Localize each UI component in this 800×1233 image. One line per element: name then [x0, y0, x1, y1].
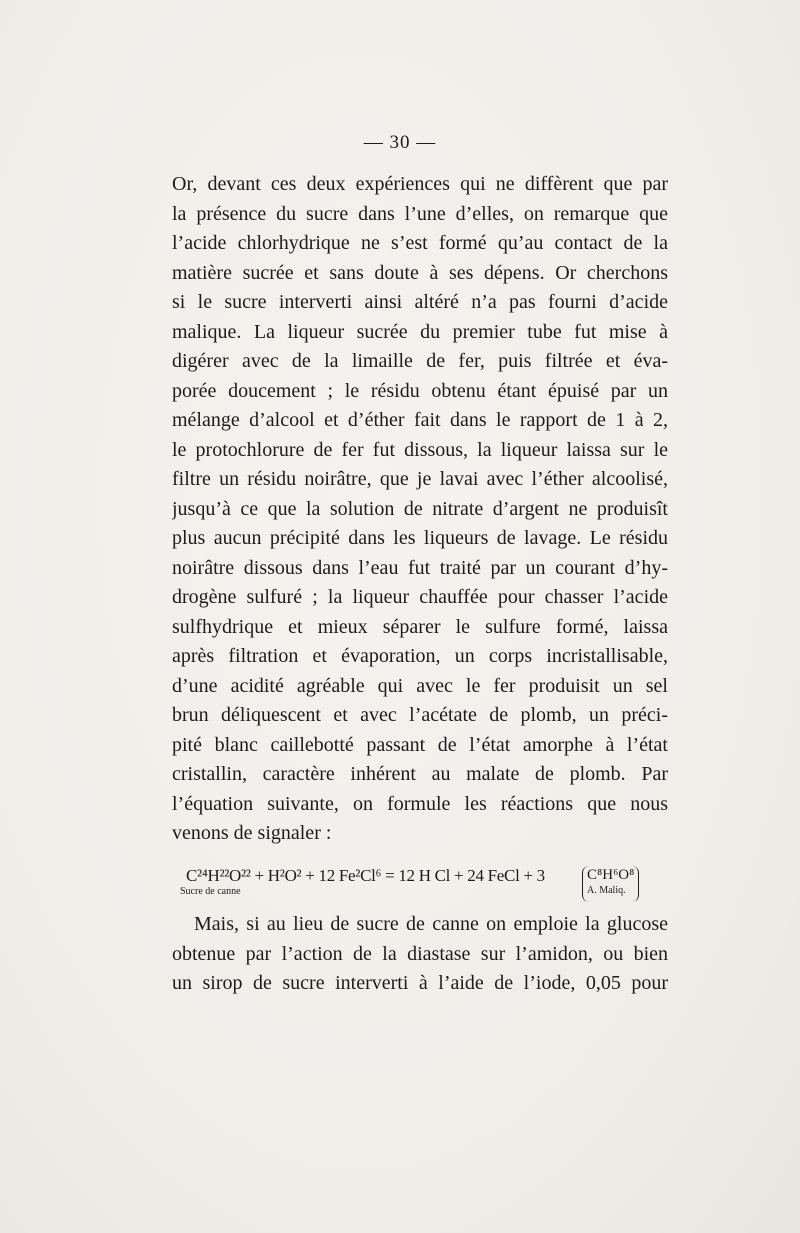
- text-line: d’une acidité agréable qui avec le fer produisit un sel: [172, 674, 668, 697]
- equation-product-bracket: [582, 866, 639, 902]
- text-line: jusqu’à ce que la solution de nitrate d’argent ne produisît: [172, 497, 668, 520]
- text-line: après filtration et évaporation, un corps incristallisable,: [172, 645, 668, 667]
- paragraph-2: [172, 910, 668, 1000]
- text-line: noirâtre dissous dans l’eau fut traité par un courant d’hy-: [172, 556, 668, 579]
- text-line: matière sucrée et sans doute à ses dépens. Or cherchons: [172, 261, 668, 284]
- text-line: pité blanc caillebotté passant de l’état amorphe à l’état: [172, 733, 668, 756]
- text-line: sulfhydrique et mieux séparer le sulfure formé, laissa: [172, 615, 668, 638]
- equation-product-formula: C⁸H⁶O⁸: [587, 867, 635, 883]
- page-number: — 30 —: [363, 132, 437, 153]
- equation-label-acide: A. Maliq.: [587, 885, 626, 896]
- text-line: l’équation suivante, on formule les réactions que nous: [172, 792, 668, 815]
- text-line: Mais, si au lieu de sucre de canne on emploie la glucose: [194, 913, 668, 935]
- text-line: brun déliquescent et avec l’acétate de plomb, un préci-: [172, 704, 668, 726]
- text-line: porée doucement ; le résidu obtenu étant épuisé par un: [172, 379, 668, 402]
- text-line: le protochlorure de fer fut dissous, la liqueur laissa sur le: [172, 438, 668, 461]
- equation-text: C²⁴H²²O²² + H²O² + 12 Fe²Cl⁶ = 12 H Cl + 24 FeCl + 3: [186, 866, 545, 885]
- text-line: si le sucre interverti ainsi altéré n’a pas fourni d’acide: [172, 291, 668, 313]
- text-line: venons de signaler :: [172, 822, 332, 844]
- text-line: l’acide chlorhydrique ne s’est formé qu’au contact de la: [172, 232, 668, 254]
- paragraph-1: [172, 170, 668, 850]
- text-line: un sirop de sucre interverti à l’aide de l’iode, 0,05 pour: [172, 972, 668, 994]
- equation-label-sucre: Sucre de canne: [180, 886, 241, 897]
- text-line: malique. La liqueur sucrée du premier tube fut mise à: [172, 320, 668, 343]
- text-line: digérer avec de la limaille de fer, puis filtrée et éva-: [172, 350, 668, 372]
- chemical-equation: [172, 866, 668, 906]
- text-line: Or, devant ces deux expériences qui ne diffèrent que par: [172, 173, 668, 195]
- text-line: filtre un résidu noirâtre, que je lavai avec l’éther alcoolisé,: [172, 468, 668, 490]
- text-line: obtenue par l’action de la diastase sur l’amidon, ou bien: [172, 942, 668, 965]
- text-line: cristallin, caractère inhérent au malate de plomb. Par: [172, 763, 668, 785]
- text-line: plus aucun précipité dans les liqueurs de lavage. Le résidu: [172, 527, 668, 549]
- text-line: la présence du sucre dans l’une d’elles, on remarque que: [172, 202, 668, 225]
- text-line: drogène sulfuré ; la liqueur chauffée pour chasser l’acide: [172, 586, 668, 608]
- text-line: mélange d’alcool et d’éther fait dans le rapport de 1 à 2,: [172, 409, 668, 431]
